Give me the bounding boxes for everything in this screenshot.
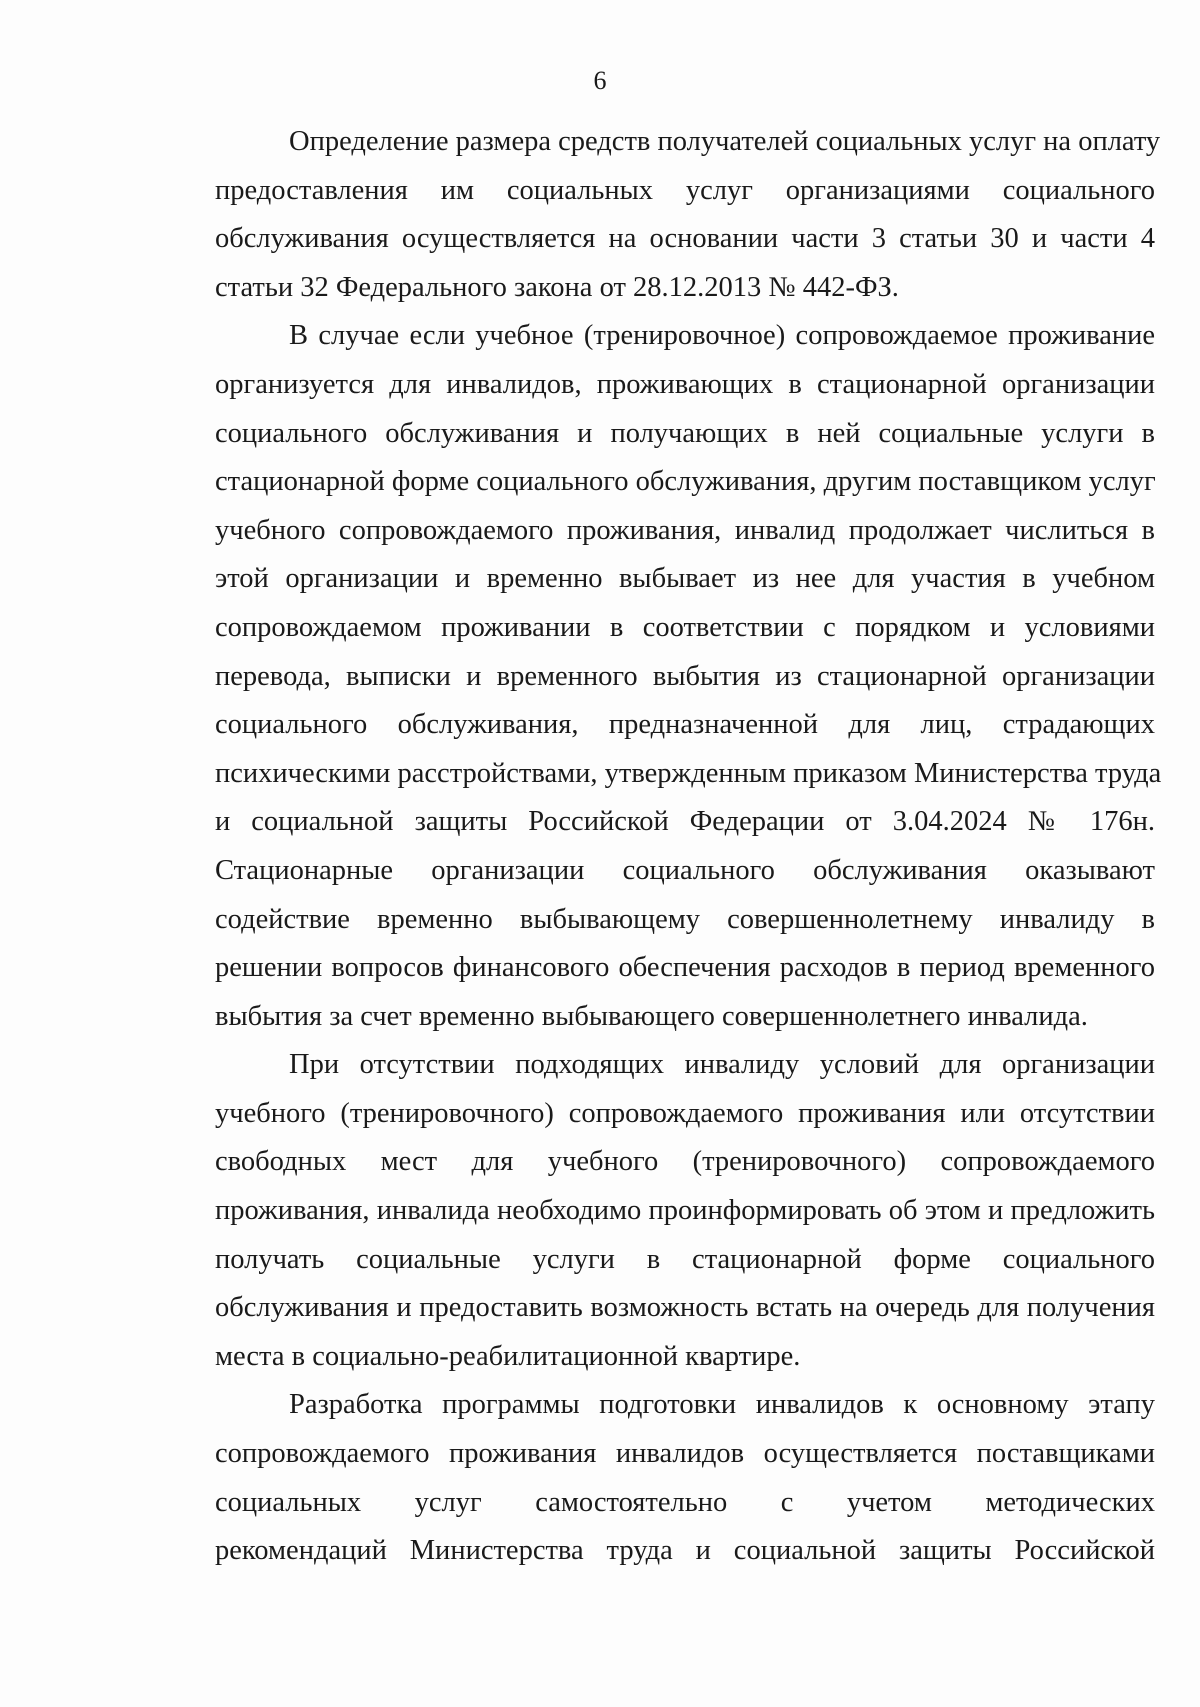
text-line: организуется для инвалидов, проживающих в стационарной организации xyxy=(215,368,1155,400)
paragraph-3 xyxy=(215,1041,1155,1381)
text-line: обслуживания осуществляется на основании части 3 статьи 30 и части 4 xyxy=(215,223,1155,255)
text-line: решении вопросов финансового обеспечения расходов в период временного xyxy=(215,952,1155,984)
text-line: учебного сопровождаемого проживания, инвалид продолжает числиться в xyxy=(215,514,1155,546)
text-line: Стационарные организации социального обслуживания оказывают xyxy=(215,854,1155,886)
text-line: свободных мест для учебного (тренировочного) сопровождаемого xyxy=(215,1146,1155,1178)
text-line: получать социальные услуги в стационарной форме социального xyxy=(215,1243,1155,1275)
text-line: места в социально-реабилитационной квартире. xyxy=(215,1340,801,1372)
text-line: рекомендаций Министерства труда и социальной защиты Российской xyxy=(215,1535,1155,1567)
text-line: перевода, выписки и временного выбытия из стационарной организации xyxy=(215,660,1155,692)
text-line: предоставления им социальных услуг организациями социального xyxy=(215,174,1155,206)
text-line: социального обслуживания и получающих в ней социальные услуги в xyxy=(215,417,1155,449)
text-line: проживания, инвалида необходимо проинформировать об этом и предложить xyxy=(215,1195,1155,1227)
text-line: Определение размера средств получателей социальных услуг на оплату xyxy=(289,126,1161,157)
text-line: и социальной защиты Российской Федерации от 3.04.2024 № 176н. xyxy=(215,806,1155,838)
text-line: этой организации и временно выбывает из нее для участия в учебном xyxy=(215,563,1155,595)
text-line: стационарной форме социального обслуживания, другим поставщиком услуг xyxy=(215,466,1156,498)
paragraph-4 xyxy=(215,1381,1155,1575)
text-line: сопровождаемом проживании в соответствии с порядком и условиями xyxy=(215,611,1155,643)
text-line: выбытия за счет временно выбывающего совершеннолетнего инвалида. xyxy=(215,1000,1088,1032)
text-line: учебного (тренировочного) сопровождаемого проживания или отсутствии xyxy=(215,1097,1155,1129)
page-number: 6 xyxy=(593,66,607,95)
text-line: социальных услуг самостоятельно с учетом методических xyxy=(215,1486,1155,1518)
text-line: психическими расстройствами, утвержденным приказом Министерства труда xyxy=(215,757,1162,789)
text-line: сопровождаемого проживания инвалидов осуществляется поставщиками xyxy=(215,1438,1155,1470)
text-line: обслуживания и предоставить возможность встать на очередь для получения xyxy=(215,1292,1155,1324)
text-line: содействие временно выбывающему совершеннолетнему инвалиду в xyxy=(215,903,1155,935)
text-line: статьи 32 Федерального закона от 28.12.2013 № 442-ФЗ. xyxy=(215,271,899,303)
text-line: В случае если учебное (тренировочное) сопровождаемое проживание xyxy=(289,320,1155,352)
text-line: Разработка программы подготовки инвалидов к основному этапу xyxy=(289,1389,1155,1421)
paragraph-1 xyxy=(215,118,1161,312)
paragraph-2 xyxy=(215,312,1162,1041)
text-line: При отсутствии подходящих инвалиду условий для организации xyxy=(289,1049,1155,1081)
document-body xyxy=(215,118,1162,1576)
text-line: социального обслуживания, предназначенной для лиц, страдающих xyxy=(215,709,1155,741)
